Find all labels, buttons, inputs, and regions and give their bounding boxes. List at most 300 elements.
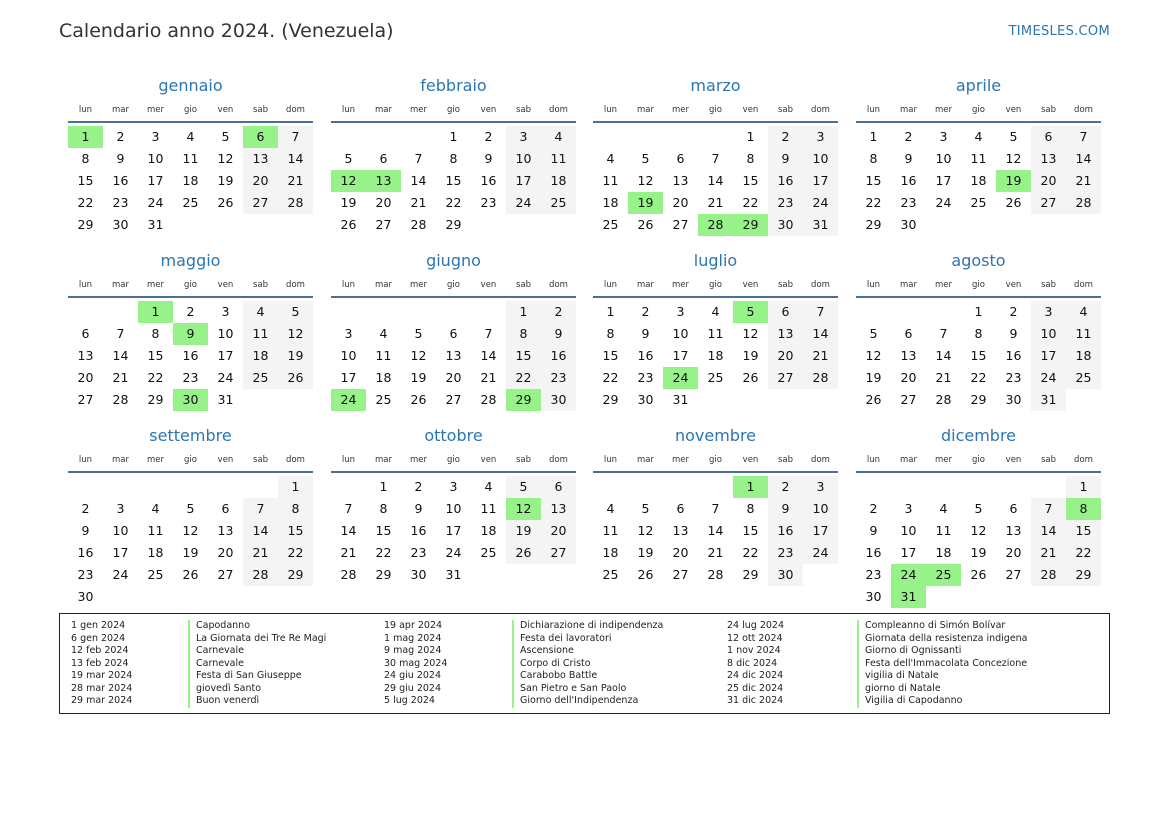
day-cell: 24 bbox=[506, 192, 541, 214]
weekday-label: gio bbox=[447, 280, 460, 290]
day-cell: 23 bbox=[410, 545, 427, 560]
month-name: agosto bbox=[951, 251, 1006, 270]
day-cell: 23 bbox=[112, 195, 129, 210]
weekday-label: lun bbox=[603, 280, 618, 290]
day-cell: 24 bbox=[112, 567, 129, 582]
day-cell: 14 bbox=[480, 348, 497, 363]
day-cell: 10 bbox=[900, 523, 917, 538]
legend-holiday-name: Carabobo Battle bbox=[512, 670, 597, 683]
day-cell: 2 bbox=[904, 129, 913, 144]
day-cell: 23 bbox=[541, 367, 576, 389]
day-cell: 20 bbox=[768, 345, 803, 367]
month-settembre bbox=[68, 426, 313, 604]
month-divider bbox=[856, 121, 1101, 123]
holiday-day-cell: 30 bbox=[173, 389, 208, 411]
day-grid bbox=[856, 126, 1101, 246]
day-cell: 14 bbox=[707, 523, 724, 538]
day-cell: 21 bbox=[278, 170, 313, 192]
weekday-label: mer bbox=[934, 455, 952, 465]
legend-holiday-name: giorno di Natale bbox=[857, 683, 941, 696]
day-cell: 27 bbox=[1005, 567, 1022, 582]
day-cell: 27 bbox=[768, 367, 803, 389]
day-cell: 5 bbox=[641, 501, 650, 516]
holiday-day-cell: 24 bbox=[663, 367, 698, 389]
day-cell: 27 bbox=[445, 392, 462, 407]
weekday-label: dom bbox=[1074, 280, 1093, 290]
holiday-day-cell: 9 bbox=[173, 323, 208, 345]
day-cell: 9 bbox=[541, 323, 576, 345]
day-grid bbox=[856, 476, 1101, 604]
day-cell: 27 bbox=[672, 567, 689, 582]
day-cell: 8 bbox=[449, 151, 458, 166]
day-cell: 17 bbox=[147, 173, 164, 188]
day-cell: 25 bbox=[707, 370, 724, 385]
day-cell: 18 bbox=[480, 523, 497, 538]
day-cell: 25 bbox=[480, 545, 497, 560]
weekday-label: lun bbox=[866, 105, 881, 115]
legend-holiday-name: Buon venerdì bbox=[188, 695, 259, 708]
weekday-label: gio bbox=[709, 105, 722, 115]
day-cell: 22 bbox=[602, 370, 619, 385]
day-cell: 8 bbox=[278, 498, 313, 520]
weekday-header bbox=[331, 455, 576, 469]
legend-date: 1 gen 2024 bbox=[71, 620, 126, 631]
day-cell: 26 bbox=[637, 567, 654, 582]
weekday-label: ven bbox=[1005, 280, 1022, 290]
day-cell: 15 bbox=[742, 173, 759, 188]
day-cell: 23 bbox=[77, 567, 94, 582]
weekday-label: dom bbox=[1074, 455, 1093, 465]
day-grid bbox=[331, 301, 576, 421]
weekday-label: lun bbox=[341, 280, 356, 290]
day-cell: 9 bbox=[641, 326, 650, 341]
day-cell: 3 bbox=[344, 326, 353, 341]
day-cell: 29 bbox=[77, 217, 94, 232]
month-name: settembre bbox=[149, 426, 232, 445]
day-cell: 28 bbox=[803, 367, 838, 389]
day-cell: 11 bbox=[243, 323, 278, 345]
day-cell: 20 bbox=[445, 370, 462, 385]
day-cell: 11 bbox=[707, 326, 724, 341]
day-cell: 8 bbox=[746, 151, 755, 166]
day-cell: 3 bbox=[939, 129, 948, 144]
day-cell: 2 bbox=[81, 501, 90, 516]
day-cell: 6 bbox=[676, 501, 685, 516]
weekday-label: gio bbox=[972, 280, 985, 290]
weekday-label: sab bbox=[252, 105, 269, 115]
weekday-label: gio bbox=[972, 105, 985, 115]
day-cell: 11 bbox=[541, 148, 576, 170]
weekday-header bbox=[593, 455, 838, 469]
day-cell: 31 bbox=[803, 214, 838, 236]
day-cell: 12 bbox=[865, 348, 882, 363]
legend-holiday-name: Capodanno bbox=[188, 620, 250, 633]
day-cell: 26 bbox=[742, 370, 759, 385]
day-cell: 25 bbox=[541, 192, 576, 214]
day-cell: 4 bbox=[151, 501, 160, 516]
day-cell: 7 bbox=[803, 301, 838, 323]
day-cell: 22 bbox=[865, 195, 882, 210]
day-cell: 7 bbox=[1031, 498, 1066, 520]
day-cell: 23 bbox=[182, 370, 199, 385]
holiday-day-cell: 29 bbox=[506, 389, 541, 411]
day-cell: 9 bbox=[414, 501, 423, 516]
day-cell: 21 bbox=[410, 195, 427, 210]
weekday-label: sab bbox=[515, 105, 532, 115]
day-cell: 15 bbox=[742, 523, 759, 538]
weekday-label: sab bbox=[515, 280, 532, 290]
day-cell: 19 bbox=[506, 520, 541, 542]
day-cell: 11 bbox=[375, 348, 392, 363]
day-cell: 3 bbox=[449, 479, 458, 494]
month-divider bbox=[856, 296, 1101, 298]
day-cell: 6 bbox=[449, 326, 458, 341]
day-grid bbox=[331, 126, 576, 246]
weekday-label: mar bbox=[112, 105, 129, 115]
legend-date: 24 dic 2024 bbox=[727, 670, 784, 681]
day-cell: 20 bbox=[375, 195, 392, 210]
weekday-label: dom bbox=[286, 105, 305, 115]
day-cell: 19 bbox=[182, 545, 199, 560]
weekday-header bbox=[593, 280, 838, 294]
day-cell: 16 bbox=[410, 523, 427, 538]
day-cell: 29 bbox=[865, 217, 882, 232]
weekday-label: gio bbox=[709, 280, 722, 290]
legend-date: 13 feb 2024 bbox=[71, 657, 129, 669]
day-cell: 14 bbox=[707, 173, 724, 188]
day-cell: 31 bbox=[147, 217, 164, 232]
month-agosto bbox=[856, 251, 1101, 421]
day-cell: 12 bbox=[217, 151, 234, 166]
weekday-label: mar bbox=[375, 280, 392, 290]
day-cell: 13 bbox=[672, 523, 689, 538]
day-cell: 20 bbox=[541, 520, 576, 542]
month-name: giugno bbox=[426, 251, 481, 270]
day-cell: 14 bbox=[340, 523, 357, 538]
day-cell: 31 bbox=[1031, 389, 1066, 411]
day-cell: 8 bbox=[81, 151, 90, 166]
legend-holiday-name: Compleanno di Simón Bolívar bbox=[857, 620, 1005, 633]
site-brand-link[interactable]: TIMESLES.COM bbox=[1008, 24, 1110, 39]
day-cell: 26 bbox=[865, 392, 882, 407]
day-cell: 12 bbox=[278, 323, 313, 345]
month-name: luglio bbox=[693, 251, 738, 270]
day-cell: 16 bbox=[112, 173, 129, 188]
day-cell: 30 bbox=[637, 392, 654, 407]
day-cell: 7 bbox=[1066, 126, 1101, 148]
day-cell: 2 bbox=[641, 304, 650, 319]
day-cell: 26 bbox=[506, 542, 541, 564]
day-cell: 16 bbox=[768, 170, 803, 192]
day-cell: 28 bbox=[112, 392, 129, 407]
weekday-label: dom bbox=[286, 455, 305, 465]
day-cell: 11 bbox=[480, 501, 497, 516]
month-name: marzo bbox=[690, 76, 741, 95]
month-luglio bbox=[593, 251, 838, 421]
day-cell: 30 bbox=[1005, 392, 1022, 407]
day-cell: 5 bbox=[186, 501, 195, 516]
day-cell: 17 bbox=[803, 170, 838, 192]
day-cell: 10 bbox=[803, 148, 838, 170]
day-cell: 24 bbox=[803, 192, 838, 214]
weekday-label: sab bbox=[1040, 455, 1057, 465]
day-cell: 22 bbox=[375, 545, 392, 560]
day-cell: 17 bbox=[112, 545, 129, 560]
month-maggio bbox=[68, 251, 313, 421]
day-cell: 25 bbox=[602, 567, 619, 582]
weekday-label: dom bbox=[549, 105, 568, 115]
day-cell: 5 bbox=[414, 326, 423, 341]
legend-date: 19 mar 2024 bbox=[71, 670, 133, 681]
month-divider bbox=[68, 471, 313, 473]
legend-date: 30 mag 2024 bbox=[384, 657, 448, 669]
legend-date: 12 feb 2024 bbox=[71, 645, 129, 656]
day-cell: 1 bbox=[606, 304, 615, 319]
day-cell: 12 bbox=[742, 326, 759, 341]
day-cell: 25 bbox=[375, 392, 392, 407]
day-cell: 18 bbox=[602, 545, 619, 560]
day-cell: 13 bbox=[243, 148, 278, 170]
day-cell: 21 bbox=[935, 370, 952, 385]
day-cell: 23 bbox=[900, 195, 917, 210]
day-cell: 18 bbox=[375, 370, 392, 385]
day-cell: 10 bbox=[112, 523, 129, 538]
day-cell: 6 bbox=[1031, 126, 1066, 148]
day-cell: 13 bbox=[445, 348, 462, 363]
day-cell: 26 bbox=[1005, 195, 1022, 210]
day-cell: 1 bbox=[1066, 476, 1101, 498]
day-cell: 27 bbox=[672, 217, 689, 232]
day-cell: 6 bbox=[81, 326, 90, 341]
day-grid bbox=[331, 476, 576, 596]
day-cell: 9 bbox=[768, 498, 803, 520]
day-cell: 6 bbox=[221, 501, 230, 516]
day-cell: 25 bbox=[147, 567, 164, 582]
day-cell: 22 bbox=[506, 367, 541, 389]
day-cell: 11 bbox=[602, 523, 619, 538]
day-cell: 14 bbox=[112, 348, 129, 363]
day-cell: 5 bbox=[974, 501, 983, 516]
day-cell: 18 bbox=[243, 345, 278, 367]
weekday-label: mer bbox=[409, 280, 427, 290]
day-cell: 9 bbox=[768, 148, 803, 170]
day-cell: 21 bbox=[707, 195, 724, 210]
weekday-label: ven bbox=[742, 105, 759, 115]
day-cell: 24 bbox=[217, 370, 234, 385]
day-cell: 4 bbox=[484, 479, 493, 494]
day-cell: 12 bbox=[410, 348, 427, 363]
day-cell: 18 bbox=[182, 173, 199, 188]
day-cell: 20 bbox=[672, 195, 689, 210]
day-cell: 26 bbox=[340, 217, 357, 232]
month-marzo bbox=[593, 76, 838, 246]
day-cell: 28 bbox=[278, 192, 313, 214]
weekday-label: lun bbox=[866, 280, 881, 290]
day-cell: 17 bbox=[935, 173, 952, 188]
weekday-label: ven bbox=[217, 455, 234, 465]
weekday-label: gio bbox=[184, 280, 197, 290]
day-cell: 1 bbox=[974, 304, 983, 319]
legend-holiday-name: Ascensione bbox=[512, 645, 574, 658]
day-cell: 29 bbox=[147, 392, 164, 407]
day-cell: 15 bbox=[77, 173, 94, 188]
day-cell: 11 bbox=[970, 151, 987, 166]
day-cell: 1 bbox=[869, 129, 878, 144]
day-cell: 23 bbox=[768, 192, 803, 214]
weekday-header bbox=[856, 280, 1101, 294]
holiday-day-cell: 6 bbox=[243, 126, 278, 148]
weekday-label: lun bbox=[78, 280, 93, 290]
day-cell: 29 bbox=[1066, 564, 1101, 586]
day-cell: 20 bbox=[217, 545, 234, 560]
day-cell: 6 bbox=[541, 476, 576, 498]
day-cell: 9 bbox=[116, 151, 125, 166]
day-cell: 16 bbox=[900, 173, 917, 188]
holiday-day-cell: 1 bbox=[733, 476, 768, 498]
day-cell: 8 bbox=[506, 323, 541, 345]
day-cell: 30 bbox=[77, 589, 94, 604]
month-aprile bbox=[856, 76, 1101, 246]
month-divider bbox=[331, 121, 576, 123]
day-cell: 13 bbox=[77, 348, 94, 363]
weekday-header bbox=[331, 105, 576, 119]
month-name: febbraio bbox=[420, 76, 487, 95]
day-cell: 25 bbox=[182, 195, 199, 210]
day-cell: 28 bbox=[243, 564, 278, 586]
weekday-label: ven bbox=[1005, 105, 1022, 115]
day-cell: 18 bbox=[707, 348, 724, 363]
legend-date: 5 lug 2024 bbox=[384, 695, 435, 706]
legend-date: 29 giu 2024 bbox=[384, 682, 441, 694]
day-cell: 23 bbox=[480, 195, 497, 210]
weekday-label: lun bbox=[78, 105, 93, 115]
day-cell: 3 bbox=[221, 304, 230, 319]
legend-date: 29 mar 2024 bbox=[71, 695, 133, 706]
day-cell: 4 bbox=[606, 151, 615, 166]
day-cell: 26 bbox=[278, 367, 313, 389]
day-grid bbox=[856, 301, 1101, 421]
day-cell: 26 bbox=[637, 217, 654, 232]
legend-holiday-name: Festa dei lavoratori bbox=[512, 633, 612, 646]
day-cell: 8 bbox=[151, 326, 160, 341]
day-cell: 4 bbox=[939, 501, 948, 516]
weekday-label: sab bbox=[777, 105, 794, 115]
day-cell: 18 bbox=[147, 545, 164, 560]
weekday-label: sab bbox=[1040, 280, 1057, 290]
day-cell: 12 bbox=[1005, 151, 1022, 166]
day-cell: 21 bbox=[707, 545, 724, 560]
day-cell: 18 bbox=[935, 545, 952, 560]
weekday-label: ven bbox=[217, 280, 234, 290]
day-cell: 17 bbox=[445, 523, 462, 538]
weekday-label: mer bbox=[934, 280, 952, 290]
day-cell: 19 bbox=[637, 545, 654, 560]
legend-holiday-name: Corpo di Cristo bbox=[512, 658, 591, 671]
day-cell: 16 bbox=[182, 348, 199, 363]
legend-holiday-name: Carnevale bbox=[188, 658, 244, 671]
month-name: dicembre bbox=[940, 426, 1017, 445]
legend-date: 25 dic 2024 bbox=[727, 682, 784, 694]
day-cell: 23 bbox=[637, 370, 654, 385]
holiday-day-cell: 1 bbox=[138, 301, 173, 323]
day-cell: 15 bbox=[970, 348, 987, 363]
month-divider bbox=[856, 471, 1101, 473]
day-cell: 24 bbox=[935, 195, 952, 210]
day-cell: 31 bbox=[672, 392, 689, 407]
weekday-label: mar bbox=[637, 105, 654, 115]
day-cell: 25 bbox=[243, 367, 278, 389]
day-cell: 23 bbox=[1005, 370, 1022, 385]
day-cell: 25 bbox=[970, 195, 987, 210]
day-cell: 19 bbox=[340, 195, 357, 210]
day-cell: 22 bbox=[147, 370, 164, 385]
weekday-label: gio bbox=[709, 455, 722, 465]
legend-date: 24 giu 2024 bbox=[384, 670, 441, 681]
day-cell: 17 bbox=[506, 170, 541, 192]
day-cell: 11 bbox=[935, 523, 952, 538]
day-cell: 20 bbox=[243, 170, 278, 192]
day-cell: 3 bbox=[676, 304, 685, 319]
day-cell: 12 bbox=[182, 523, 199, 538]
day-cell: 12 bbox=[637, 173, 654, 188]
day-cell: 29 bbox=[970, 392, 987, 407]
day-cell: 5 bbox=[869, 326, 878, 341]
holiday-day-cell: 25 bbox=[926, 564, 961, 586]
weekday-label: mar bbox=[900, 105, 917, 115]
day-cell: 9 bbox=[1009, 326, 1018, 341]
day-cell: 13 bbox=[1031, 148, 1066, 170]
holiday-day-cell: 19 bbox=[628, 192, 663, 214]
day-cell: 19 bbox=[970, 545, 987, 560]
day-cell: 4 bbox=[974, 129, 983, 144]
day-cell: 5 bbox=[221, 129, 230, 144]
day-cell: 16 bbox=[1005, 348, 1022, 363]
day-grid bbox=[593, 476, 838, 596]
weekday-label: gio bbox=[184, 105, 197, 115]
day-cell: 11 bbox=[602, 173, 619, 188]
day-cell: 30 bbox=[768, 214, 803, 236]
day-cell: 13 bbox=[1005, 523, 1022, 538]
day-cell: 15 bbox=[147, 348, 164, 363]
weekday-label: gio bbox=[447, 455, 460, 465]
day-cell: 22 bbox=[77, 195, 94, 210]
holiday-legend bbox=[59, 613, 1110, 714]
weekday-label: mer bbox=[671, 280, 689, 290]
day-cell: 20 bbox=[900, 370, 917, 385]
weekday-header bbox=[856, 455, 1101, 469]
weekday-label: dom bbox=[549, 280, 568, 290]
day-cell: 29 bbox=[742, 567, 759, 582]
day-cell: 2 bbox=[116, 129, 125, 144]
weekday-label: dom bbox=[811, 280, 830, 290]
day-cell: 24 bbox=[803, 542, 838, 564]
day-cell: 21 bbox=[340, 545, 357, 560]
day-cell: 17 bbox=[1031, 345, 1066, 367]
weekday-label: mar bbox=[900, 455, 917, 465]
month-name: aprile bbox=[955, 76, 1002, 95]
day-cell: 30 bbox=[768, 564, 803, 586]
day-cell: 10 bbox=[445, 501, 462, 516]
day-cell: 1 bbox=[278, 476, 313, 498]
day-cell: 4 bbox=[379, 326, 388, 341]
day-cell: 14 bbox=[1066, 148, 1101, 170]
day-cell: 8 bbox=[746, 501, 755, 516]
day-cell: 28 bbox=[1031, 564, 1066, 586]
day-cell: 27 bbox=[900, 392, 917, 407]
day-cell: 23 bbox=[865, 567, 882, 582]
day-cell: 21 bbox=[480, 370, 497, 385]
legend-date: 24 lug 2024 bbox=[727, 620, 784, 631]
